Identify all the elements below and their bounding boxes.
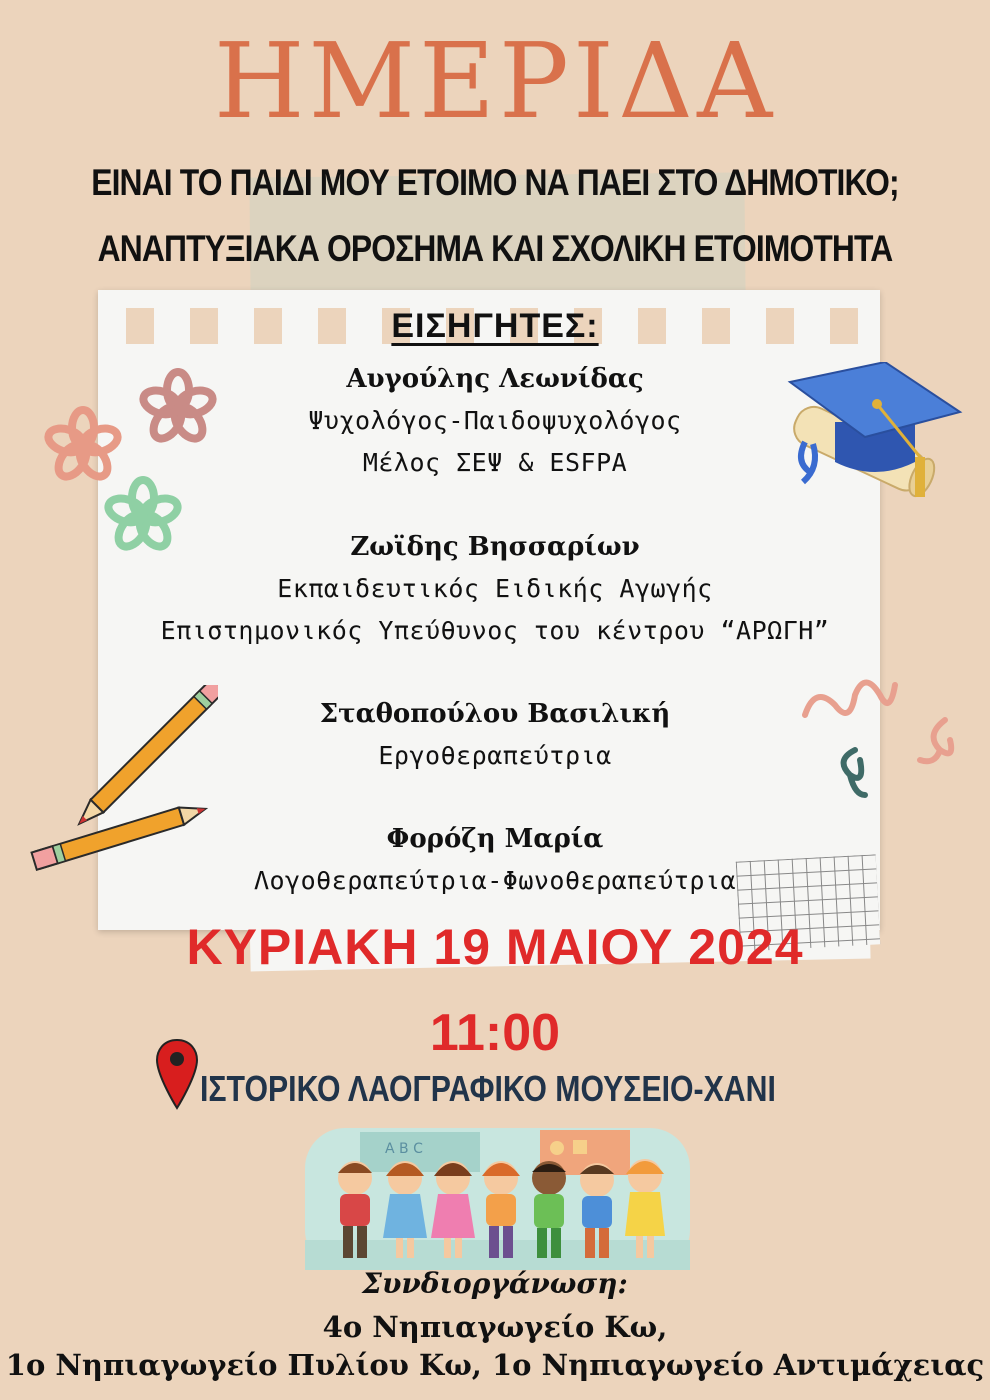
speaker-name-3: Σταθοπούλου Βασιλική	[319, 699, 671, 729]
graduation-cap-icon	[765, 362, 965, 522]
swirl-icon	[795, 665, 965, 805]
speaker-name-1: Αυγούλης Λεωνίδας	[346, 364, 644, 394]
children-illustration	[305, 1128, 690, 1270]
location-pin-icon	[155, 1038, 199, 1110]
event-time: 11:00	[429, 1004, 561, 1062]
subtitle-line-1: ΕΙΝΑΙ ΤΟ ΠΑΙΔΙ ΜΟΥ ΕΤΟΙΜΟ ΝΑ ΠΑΕΙ ΣΤΟ ΔΗΜΟΤΙΚΟ;	[91, 162, 899, 203]
subtitle-line-2: ΑΝΑΠΤΥΞΙΑΚΑ ΟΡΟΣΗΜΑ ΚΑΙ ΣΧΟΛΙΚΗ ΕΤΟΙΜΟΤΗΤΑ	[97, 228, 893, 269]
organizers-line-1: 4ο Νηπιαγωγείο Κω,	[322, 1310, 668, 1344]
organizers-line-2: 1ο Νηπιαγωγείο Πυλίου Κω, 1ο Νηπιαγωγείο Αντιμάχειας	[5, 1348, 985, 1382]
speaker-name-4: Φορόζη Μαρία	[386, 824, 604, 854]
speaker-role-3a: Εργοθεραπεύτρια	[378, 741, 612, 770]
organizers-heading: Συνδιοργάνωση:	[362, 1267, 628, 1300]
event-title: ΗΜΕΡΙΔΑ	[213, 20, 777, 142]
speaker-role-4a: Λογοθεραπεύτρια-Φωνοθεραπεύτρια	[253, 866, 737, 895]
board-letters: A B C	[385, 1141, 423, 1157]
pencil-icon	[28, 685, 218, 885]
speaker-role-2a: Εκπαιδευτικός Ειδικής Αγωγής	[277, 574, 713, 603]
speaker-role-1a: Ψυχολόγος-Παιδοψυχολόγος	[308, 406, 682, 435]
speakers-heading: ΕΙΣΗΓΗΤΕΣ:	[391, 307, 599, 345]
speaker-name-2: Ζωϊδης Βησσαρίων	[350, 532, 640, 562]
event-date: ΚΥΡΙΑΚΗ 19 ΜΑΙΟΥ 2024	[186, 919, 804, 975]
speaker-role-2b: Επιστημονικός Υπεύθυνος του κέντρου “ΑΡΩΓΗ”	[160, 616, 830, 645]
event-location: ΙΣΤΟΡΙΚΟ ΛΑΟΓΡΑΦΙΚΟ ΜΟΥΣΕΙΟ-ΧΑΝΙ	[200, 1068, 776, 1109]
flower-icon	[38, 368, 228, 568]
speaker-role-1b: Μέλος ΣΕΨ & ESFPA	[362, 448, 628, 477]
